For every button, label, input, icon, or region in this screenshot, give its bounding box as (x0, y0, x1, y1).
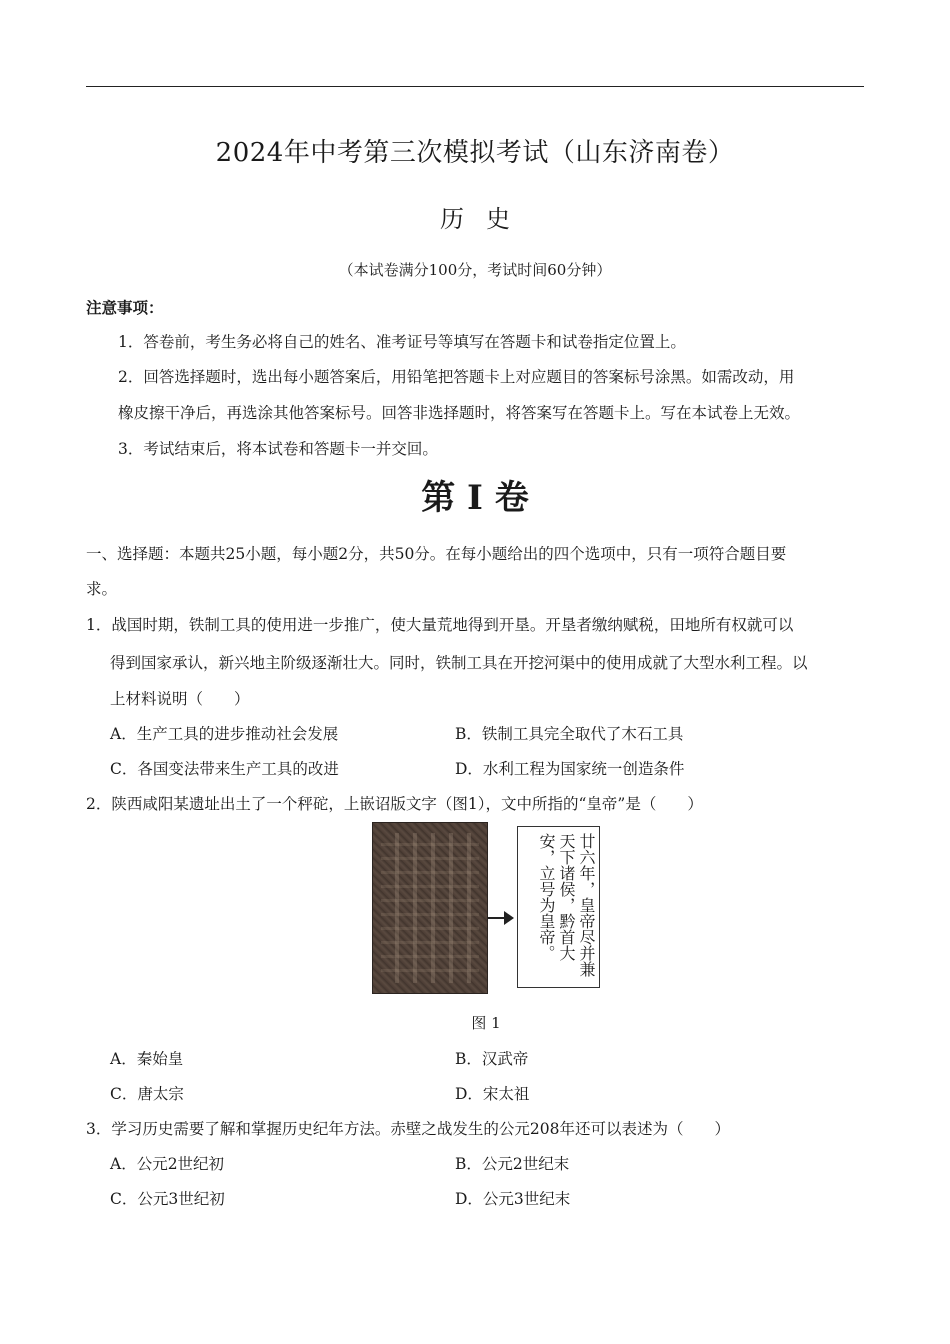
full-score-note: （本试卷满分100分，考试时间60分钟） (338, 261, 612, 279)
notice-heading: 注意事项： (86, 298, 164, 317)
question-1-option-a[interactable]: A．生产工具的进步推动社会发展 (110, 725, 339, 743)
exam-title: 2024年中考第三次模拟考试（山东济南卷） (215, 138, 735, 168)
part-one-instructions: 一、选择题：本题共25小题，每小题2分，共50分。在每小题给出的四个选项中，只有一项符合题目要 (86, 545, 787, 563)
question-2-option-a[interactable]: A．秦始皇 (110, 1050, 184, 1068)
question-3-stem: 3．学习历史需要了解和掌握历史纪年方法。赤壁之战发生的公元208年还可以表述为（ ） (86, 1120, 730, 1138)
question-2-stem: 2．陕西咸阳某遗址出土了一个秤砣，上嵌诏版文字（图1），文中所指的“皇帝”是（ ） (86, 795, 703, 813)
part-one-instructions-cont: 求。 (86, 580, 118, 598)
question-3-option-a[interactable]: A．公元2世纪初 (110, 1155, 225, 1173)
notice-item: 橡皮擦干净后，再选涂其他答案标号。回答非选择题时，将答案写在答题卡上。写在本试卷上无效。 (118, 404, 801, 422)
question-3-option-d[interactable]: D．公元3世纪末 (455, 1190, 571, 1208)
arrow-head-icon (504, 911, 514, 925)
question-1-option-d[interactable]: D．水利工程为国家统一创造条件 (455, 760, 685, 778)
notice-item: 3．考试结束后，将本试卷和答题卡一并交回。 (118, 440, 438, 458)
header-rule (86, 86, 864, 87)
subject-title: 历史 (440, 205, 532, 233)
inscription-transcription: 廿六年，皇帝尽并兼天下诸侯，黔首大安，立号为皇帝。 (517, 826, 600, 988)
question-1-stem: 1．战国时期，铁制工具的使用进一步推广，使大量荒地得到开垦。开垦者缴纳赋税，田地所有权就可以 (86, 616, 794, 634)
question-1-stem-cont: 上材料说明（ ） (110, 690, 250, 708)
question-3-option-b[interactable]: B．公元2世纪末 (455, 1155, 570, 1173)
question-3-option-c[interactable]: C．公元3世纪初 (110, 1190, 225, 1208)
question-2-option-c[interactable]: C．唐太宗 (110, 1085, 184, 1103)
question-2-option-b[interactable]: B．汉武帝 (455, 1050, 529, 1068)
question-1-stem-cont: 得到国家承认，新兴地主阶级逐渐壮大。同时，铁制工具在开挖河渠中的使用成就了大型水利工程。以 (110, 654, 808, 672)
notice-item: 1．答卷前，考生务必将自己的姓名、准考证号等填写在答题卡和试卷指定位置上。 (118, 333, 686, 351)
question-1-option-c[interactable]: C．各国变法带来生产工具的改进 (110, 760, 339, 778)
notice-item: 2．回答选择题时，选出每小题答案后，用铅笔把答题卡上对应题目的答案标号涂黑。如需改动，用 (118, 368, 795, 386)
question-2-option-d[interactable]: D．宋太祖 (455, 1085, 530, 1103)
figure-1 (372, 822, 600, 994)
inscription-rubbing-image (372, 822, 488, 994)
section-title: 第 I 卷 (421, 478, 529, 518)
question-1-option-b[interactable]: B．铁制工具完全取代了木石工具 (455, 725, 684, 743)
figure-caption: 图 1 (471, 1014, 501, 1032)
